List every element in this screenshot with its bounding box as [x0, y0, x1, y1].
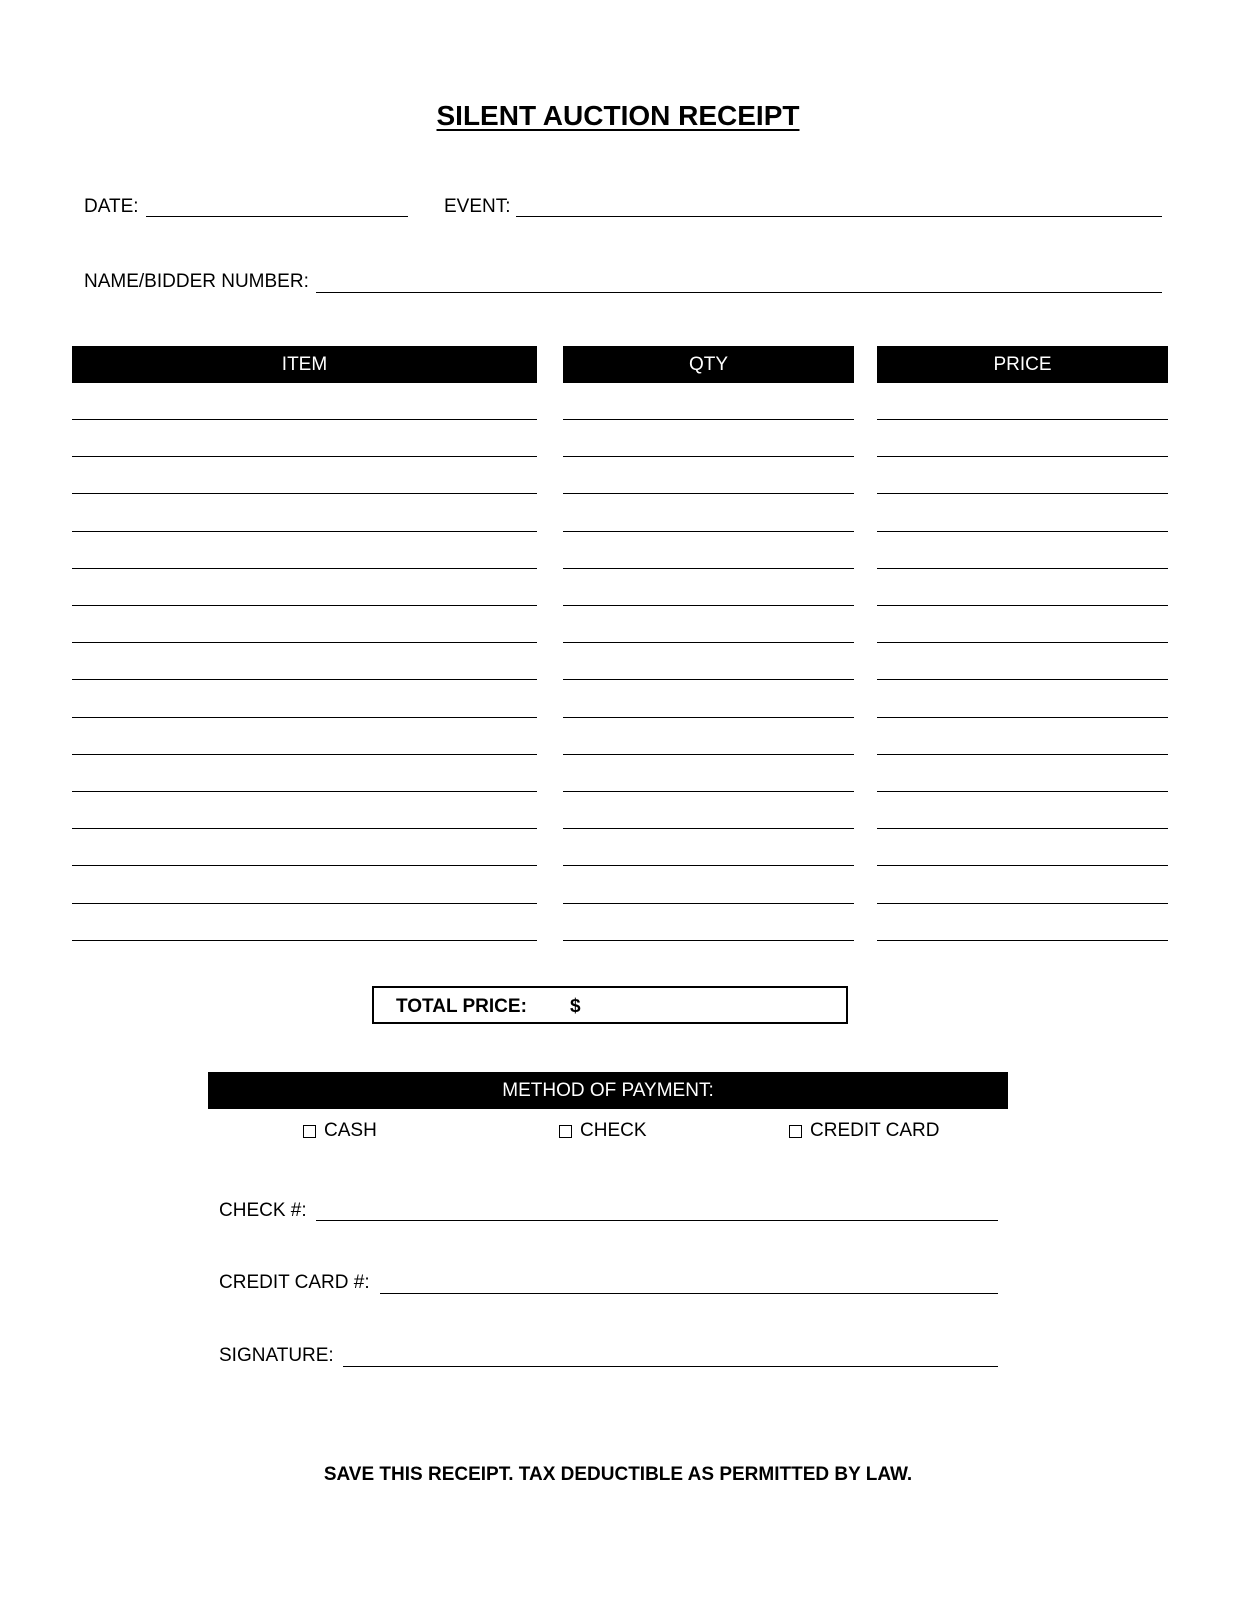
- qty-row-field[interactable]: [563, 754, 854, 755]
- credit-card-number-label: CREDIT CARD #:: [219, 1272, 370, 1293]
- price-row-field[interactable]: [877, 754, 1168, 755]
- check-number-field[interactable]: [316, 1220, 998, 1221]
- item-row-field[interactable]: [72, 419, 537, 420]
- date-label: DATE:: [84, 196, 139, 217]
- item-row-field[interactable]: [72, 605, 537, 606]
- signature-field[interactable]: [343, 1366, 998, 1367]
- price-row-field[interactable]: [877, 940, 1168, 941]
- column-header-qty: QTY: [563, 346, 854, 383]
- total-price-box[interactable]: [372, 986, 848, 1024]
- price-row-field[interactable]: [877, 679, 1168, 680]
- item-row-field[interactable]: [72, 456, 537, 457]
- item-row-field[interactable]: [72, 754, 537, 755]
- page-title: SILENT AUCTION RECEIPT: [436, 100, 800, 131]
- item-row-field[interactable]: [72, 493, 537, 494]
- event-label: EVENT:: [444, 196, 511, 217]
- total-price-currency: $: [570, 996, 581, 1017]
- total-price-label: TOTAL PRICE:: [396, 996, 527, 1017]
- qty-row-field[interactable]: [563, 717, 854, 718]
- credit-card-label: CREDIT CARD: [810, 1120, 940, 1141]
- date-field[interactable]: [146, 216, 408, 217]
- price-row-field[interactable]: [877, 456, 1168, 457]
- name-bidder-label: NAME/BIDDER NUMBER:: [84, 271, 309, 292]
- payment-option-credit-card[interactable]: [789, 1120, 940, 1142]
- check-label: CHECK: [580, 1120, 647, 1141]
- qty-row-field[interactable]: [563, 419, 854, 420]
- qty-row-field[interactable]: [563, 642, 854, 643]
- qty-row-field[interactable]: [563, 865, 854, 866]
- price-row-field[interactable]: [877, 791, 1168, 792]
- qty-row-field[interactable]: [563, 568, 854, 569]
- price-row-field[interactable]: [877, 419, 1168, 420]
- item-row-field[interactable]: [72, 903, 537, 904]
- signature-label: SIGNATURE:: [219, 1345, 334, 1366]
- event-field[interactable]: [516, 216, 1162, 217]
- credit-card-checkbox[interactable]: [789, 1125, 802, 1138]
- check-number-label: CHECK #:: [219, 1200, 307, 1221]
- name-bidder-field[interactable]: [316, 292, 1162, 293]
- price-row-field[interactable]: [877, 493, 1168, 494]
- qty-row-field[interactable]: [563, 456, 854, 457]
- price-row-field[interactable]: [877, 531, 1168, 532]
- price-row-field[interactable]: [877, 865, 1168, 866]
- qty-row-field[interactable]: [563, 605, 854, 606]
- qty-row-field[interactable]: [563, 828, 854, 829]
- item-row-field[interactable]: [72, 717, 537, 718]
- cash-checkbox[interactable]: [303, 1125, 316, 1138]
- footer-note: SAVE THIS RECEIPT. TAX DEDUCTIBLE AS PERMITTED BY LAW.: [323, 1464, 913, 1485]
- item-row-field[interactable]: [72, 940, 537, 941]
- item-row-field[interactable]: [72, 568, 537, 569]
- qty-row-field[interactable]: [563, 791, 854, 792]
- qty-row-field[interactable]: [563, 679, 854, 680]
- payment-option-cash[interactable]: [303, 1120, 377, 1142]
- qty-row-field[interactable]: [563, 903, 854, 904]
- item-row-field[interactable]: [72, 828, 537, 829]
- column-header-item: ITEM: [72, 346, 537, 383]
- credit-card-number-field[interactable]: [380, 1293, 998, 1294]
- qty-row-field[interactable]: [563, 493, 854, 494]
- payment-method-heading: METHOD OF PAYMENT:: [208, 1072, 1008, 1109]
- price-row-field[interactable]: [877, 568, 1168, 569]
- price-row-field[interactable]: [877, 903, 1168, 904]
- price-row-field[interactable]: [877, 717, 1168, 718]
- item-row-field[interactable]: [72, 791, 537, 792]
- column-header-price: PRICE: [877, 346, 1168, 383]
- item-row-field[interactable]: [72, 679, 537, 680]
- item-row-field[interactable]: [72, 642, 537, 643]
- item-row-field[interactable]: [72, 865, 537, 866]
- price-row-field[interactable]: [877, 642, 1168, 643]
- price-row-field[interactable]: [877, 828, 1168, 829]
- qty-row-field[interactable]: [563, 531, 854, 532]
- payment-option-check[interactable]: [559, 1120, 647, 1142]
- price-row-field[interactable]: [877, 605, 1168, 606]
- qty-row-field[interactable]: [563, 940, 854, 941]
- cash-label: CASH: [324, 1120, 377, 1141]
- item-row-field[interactable]: [72, 531, 537, 532]
- check-checkbox[interactable]: [559, 1125, 572, 1138]
